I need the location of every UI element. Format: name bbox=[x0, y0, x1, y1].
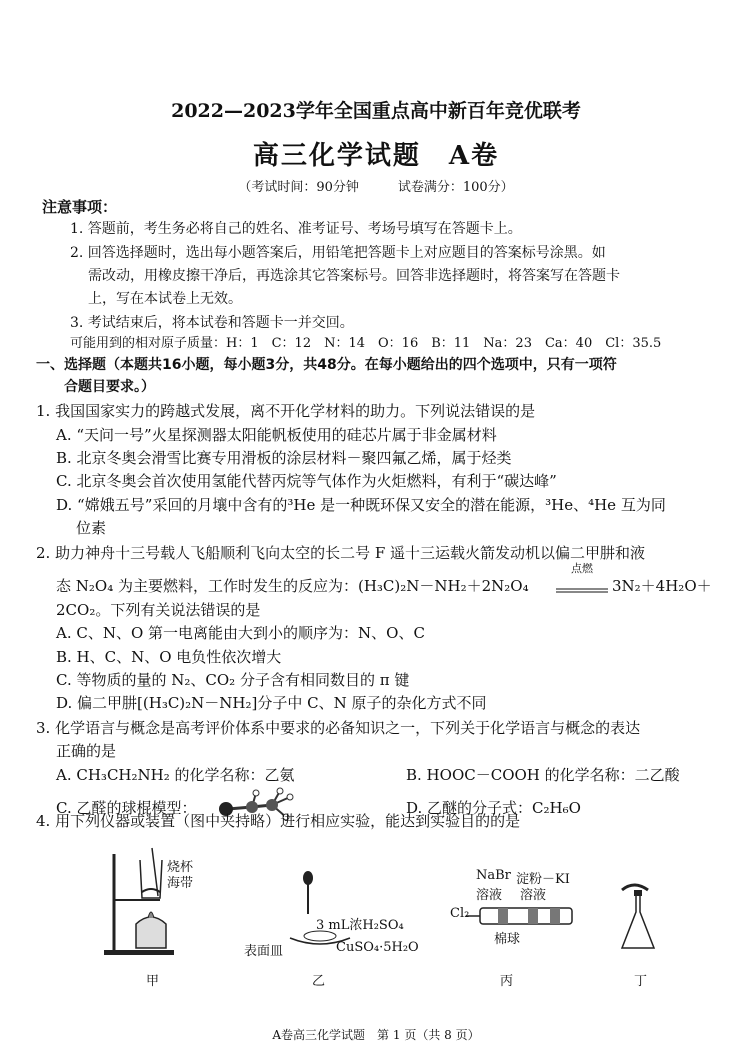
section-heading: 一、选择题（本题共16小题，每小题3分，共48分。在每小题给出的四个选项中，只有一项符 bbox=[36, 357, 617, 373]
question-2-option-b: B. H、C、N、O 电负性依次增大 bbox=[56, 648, 282, 666]
exam-series-title: 2022—2023学年全国重点高中新百年竞优联考 bbox=[171, 100, 581, 122]
notice-item-3: 3. 考试结束后，将本试卷和答题卡一并交回。 bbox=[70, 315, 354, 331]
jia-caption: 甲 bbox=[146, 974, 160, 989]
question-3-option-d: D. 乙醚的分子式：C₂H₆O bbox=[406, 799, 581, 817]
bing-label-ki-solution: 溶液 bbox=[520, 888, 547, 903]
page-title: 高三化学试题 A卷 bbox=[252, 141, 500, 171]
question-1-option-d: D. “嫦娥五号”采回的月壤中含有的³He 是一种既环保又安全的潜在能源，³He、⁴He 互为同 bbox=[56, 496, 666, 514]
question-2-stem-2a: 态 N₂O₄ 为主要燃料，工作时发生的反应为：(H₃C)₂N－NH₂＋2N₂O₄ bbox=[56, 577, 529, 595]
yi-label-copper-sulfate: CuSO₄·5H₂O bbox=[336, 940, 419, 955]
notice-item-2b: 需改动，用橡皮擦干净后，再选涂其它答案标号。回答非选择题时，将答案写在答题卡 bbox=[88, 268, 620, 284]
ding-caption: 丁 bbox=[634, 974, 648, 989]
bing-label-nabr-solution: 溶液 bbox=[476, 888, 503, 903]
reaction-condition: 点燃 bbox=[571, 562, 593, 575]
bing-label-starch-ki: 淀粉－KI bbox=[516, 872, 570, 887]
question-2-stem-2b: 3N₂＋4H₂O＋ bbox=[612, 577, 712, 595]
question-3-stem-2: 正确的是 bbox=[56, 742, 117, 760]
notice-item-2a: 2. 回答选择题时，选出每小题答案后，用铅笔把答题卡上对应题目的答案标号涂黑。如 bbox=[70, 245, 606, 261]
notice-item-2c: 上，写在本试卷上无效。 bbox=[88, 291, 242, 307]
question-1-option-b: B. 北京冬奥会滑雪比赛专用滑板的涂层材料－聚四氟乙烯，属于烃类 bbox=[56, 449, 512, 467]
question-3-option-b: B. HOOC－COOH 的化学名称：二乙酸 bbox=[406, 766, 680, 784]
question-2-option-a: A. C、N、O 第一电离能由大到小的顺序为：N、O、C bbox=[56, 624, 425, 642]
bing-caption: 丙 bbox=[500, 974, 514, 989]
page-footer: A卷高三化学试题 第 1 页（共 8 页） bbox=[272, 1028, 480, 1042]
section-heading-cont: 合题目要求。） bbox=[64, 379, 155, 395]
apparatus-bing bbox=[466, 898, 576, 942]
bing-label-nabr: NaBr bbox=[476, 868, 511, 883]
yi-caption: 乙 bbox=[312, 974, 326, 989]
question-3-option-c: C. 乙醛的球棍模型： bbox=[56, 799, 197, 817]
question-2-stem-1: 2. 助力神舟十三号载人飞船顺利飞向太空的长二号 F 遥十三运载火箭发动机以偏二甲肼和液 bbox=[36, 544, 646, 562]
notice-item-1: 1. 答题前，考生务必将自己的姓名、准考证号、考场号填写在答题卡上。 bbox=[70, 221, 522, 237]
bing-label-cotton: 棉球 bbox=[494, 932, 521, 947]
atomic-masses: 可能用到的相对原子质量：H：1 C：12 N：14 O：16 B：11 Na：23 Ca：40 Cl：35.5 bbox=[70, 336, 662, 351]
question-1-option-a: A. “天问一号”火星探测器太阳能帆板使用的硅芯片属于非金属材料 bbox=[56, 426, 497, 444]
question-4-stem: 4. 用下列仪器或装置（图中夹持略）进行相应实验，能达到实验目的的是 bbox=[36, 812, 521, 830]
question-2-option-d: D. 偏二甲肼[(H₃C)₂N－NH₂]分子中 C、N 原子的杂化方式不同 bbox=[56, 694, 487, 712]
apparatus-jia bbox=[100, 840, 220, 964]
question-3-stem-1: 3. 化学语言与概念是高考评价体系中要求的必备知识之一，下列关于化学语言与概念的表达 bbox=[36, 719, 641, 737]
question-1-stem: 1. 我国国家实力的跨越式发展，离不开化学材料的助力。下列说法错误的是 bbox=[36, 402, 536, 420]
question-2-option-c: C. 等物质的量的 N₂、CO₂ 分子含有相同数目的 π 键 bbox=[56, 671, 410, 689]
question-3-option-a: A. CH₃CH₂NH₂ 的化学名称：乙氨 bbox=[56, 766, 295, 784]
question-1-option-c: C. 北京冬奥会首次使用氢能代替丙烷等气体作为火炬燃料，有利于“碳达峰” bbox=[56, 472, 557, 490]
yi-label-watch-glass: 表面皿 bbox=[244, 944, 284, 959]
bing-label-cl2: Cl₂ bbox=[450, 906, 470, 921]
question-1-option-d-cont: 位素 bbox=[76, 519, 107, 537]
reaction-arrow bbox=[554, 580, 610, 599]
yi-label-acid: 3 mL浓H₂SO₄ bbox=[316, 918, 404, 933]
notice-title: 注意事项： bbox=[42, 198, 118, 216]
jia-label-beaker: 烧杯 bbox=[167, 860, 194, 875]
jia-label-kelp: 海带 bbox=[167, 876, 194, 891]
exam-info: （考试时间：90分钟 试卷满分：100分） bbox=[238, 180, 514, 195]
apparatus-ding bbox=[618, 878, 668, 962]
question-2-stem-3: 2CO₂。下列有关说法错误的是 bbox=[56, 601, 261, 619]
